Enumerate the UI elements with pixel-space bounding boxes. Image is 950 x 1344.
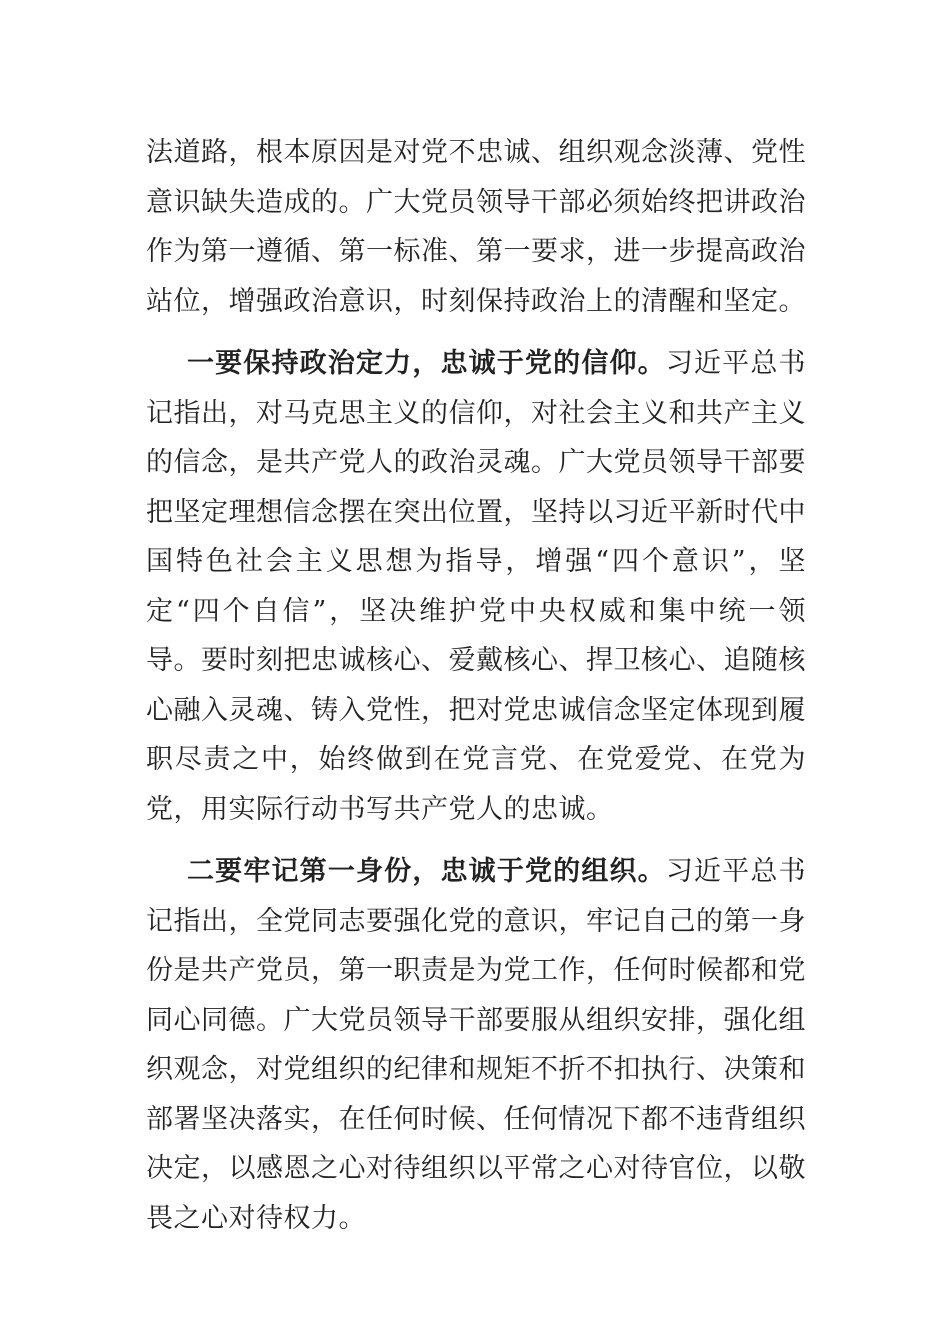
paragraph-heading: 一要保持政治定力，忠诚于党的信仰。 (187, 348, 666, 379)
paragraph-continuation (146, 128, 806, 326)
paragraph-loyalty-to-faith (146, 339, 806, 834)
paragraph-text: 习近平总书记指出，对马克思主义的信仰，对社会主义和共产主义的信念，是共产党人的政治灵魂。广大党员领导干部要把坚定理想信念摆在突出位置，坚持以习近平新时代中国特色社会主义思想为指导，增强“四个意识”，坚定“四个自信”，坚决维护党中央权威和集中统一领导。要时刻把忠诚核心、爱戴核心、捍卫核心、追随核心融入灵魂、铸入党性，把对党忠诚信念坚定体现到履职尽责之中，始终做到在党言党、在党爱党、在党为党，用实际行动书写共产党人的忠诚。 (146, 348, 807, 825)
paragraph-text: 习近平总书记指出，全党同志要强化党的意识，牢记自己的第一身份是共产党员，第一职责是为党工作，任何时候都和党同心同德。广大党员领导干部要服从组织安排，强化组织观念，对党组织的纪律和规矩不折不扣执行、决策和部署坚决落实，在任何时候、任何情况下都不违背组织决定，以感恩之心对待组织以平常之心对待官位，以敬畏之心对待权力。 (146, 856, 807, 1234)
paragraph-text: 法道路，根本原因是对党不忠诚、组织观念淡薄、党性意识缺失造成的。广大党员领导干部必须始终把讲政治作为第一遵循、第一标准、第一要求，进一步提高政治站位，增强政治意识，时刻保持政治上的清醒和坚定。 (146, 137, 806, 317)
paragraph-heading: 二要牢记第一身份，忠诚于党的组织。 (187, 856, 666, 887)
document-body (146, 128, 806, 1243)
paragraph-loyalty-to-organization (146, 847, 806, 1243)
